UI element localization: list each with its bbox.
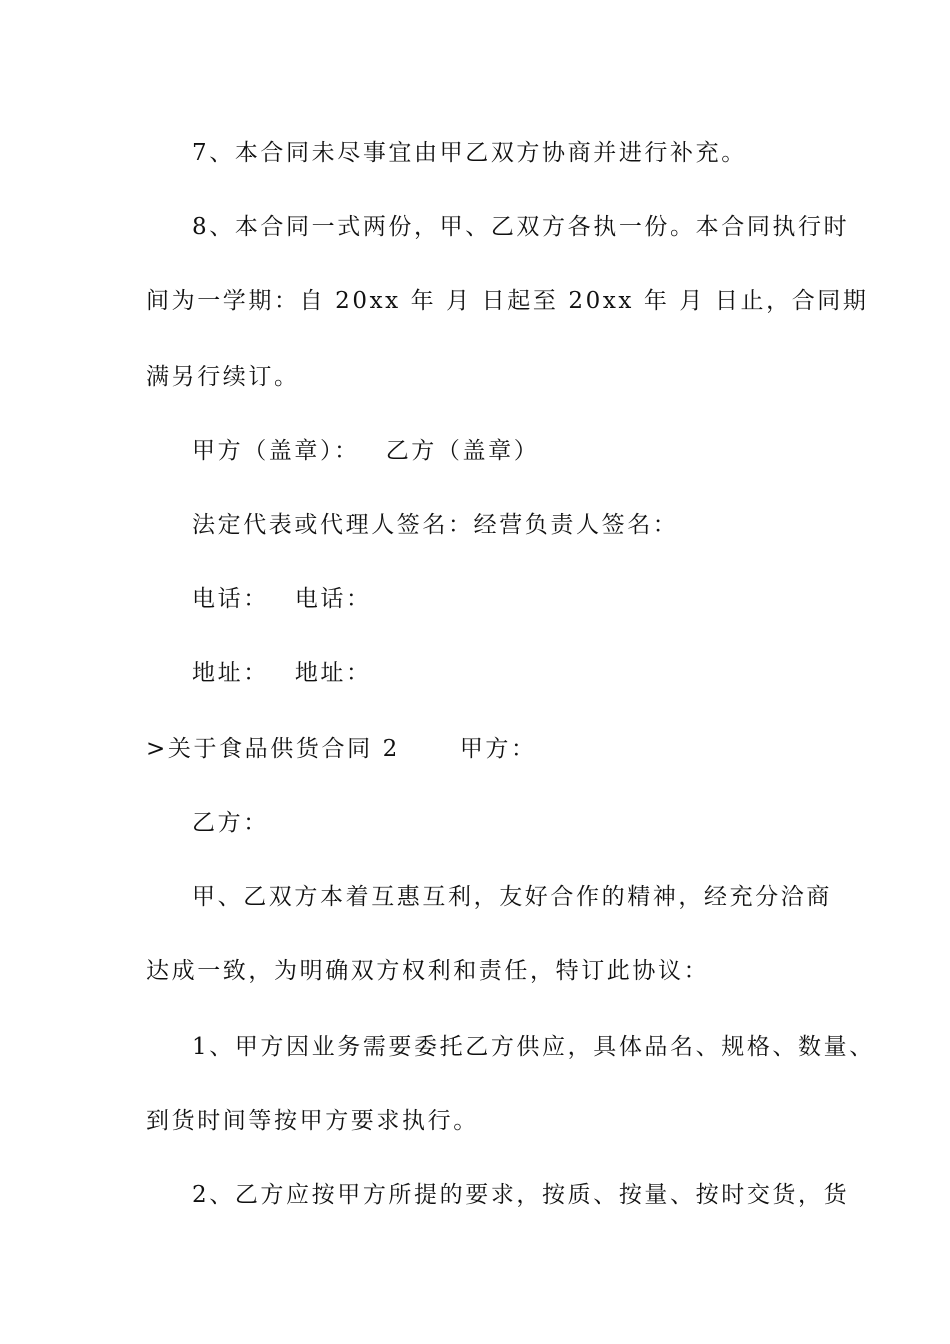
party-b-label: 乙方： (192, 810, 269, 836)
clause-1-text-2: 到货时间等按甲方要求执行。 (146, 1108, 479, 1134)
contract-2-heading: >关于食品供货合同 2 (146, 736, 400, 762)
party-b-phone-label: 电话： (294, 586, 372, 612)
signature-labels: 法定代表或代理人签名：经营负责人签名： (192, 512, 679, 538)
party-b-seal-label: 乙方（盖章） (385, 438, 540, 464)
phone-line (192, 584, 372, 614)
party-a-label: 甲方： (459, 736, 537, 762)
clause-1-text-1: 1、甲方因业务需要委托乙方供应，具体品名、规格、数量、 (192, 1034, 875, 1060)
clause-2-text-1: 2、乙方应按甲方所提的要求，按质、按量、按时交货，货 (192, 1182, 850, 1208)
party-b-line (192, 808, 269, 838)
address-line (192, 658, 372, 688)
preamble-text-2: 达成一致，为明确双方权利和责任，特订此协议： (146, 958, 710, 984)
clause-8-line-1 (192, 212, 849, 242)
signature-line (192, 510, 678, 540)
party-seal-line (192, 436, 539, 466)
clause-7 (192, 138, 747, 168)
clause-8-text-3: 满另行续订。 (146, 364, 300, 390)
clause-7-text: 7、本合同未尽事宜由甲乙双方协商并进行补充。 (192, 140, 747, 166)
party-a-phone-label: 电话： (192, 586, 269, 612)
preamble-line-2 (146, 956, 709, 986)
clause-2-line-1 (192, 1180, 849, 1210)
party-b-address-label: 地址： (294, 660, 372, 686)
preamble-text-1: 甲、乙双方本着互惠互利，友好合作的精神，经充分洽商 (192, 884, 832, 910)
clause-8-line-3 (146, 362, 300, 392)
clause-1-line-1 (192, 1032, 875, 1062)
party-a-address-label: 地址： (192, 660, 269, 686)
contract-2-heading-line (146, 734, 537, 764)
clause-8-text-1: 8、本合同一式两份，甲、乙双方各执一份。本合同执行时 (192, 214, 850, 240)
party-a-seal-label: 甲方（盖章）： (192, 438, 360, 464)
clause-8-text-2: 间为一学期：自 20xx 年 月 日起至 20xx 年 月 日止，合同期 (146, 288, 869, 314)
clause-1-line-2 (146, 1106, 479, 1136)
clause-8-line-2 (146, 286, 869, 316)
preamble-line-1 (192, 882, 832, 912)
